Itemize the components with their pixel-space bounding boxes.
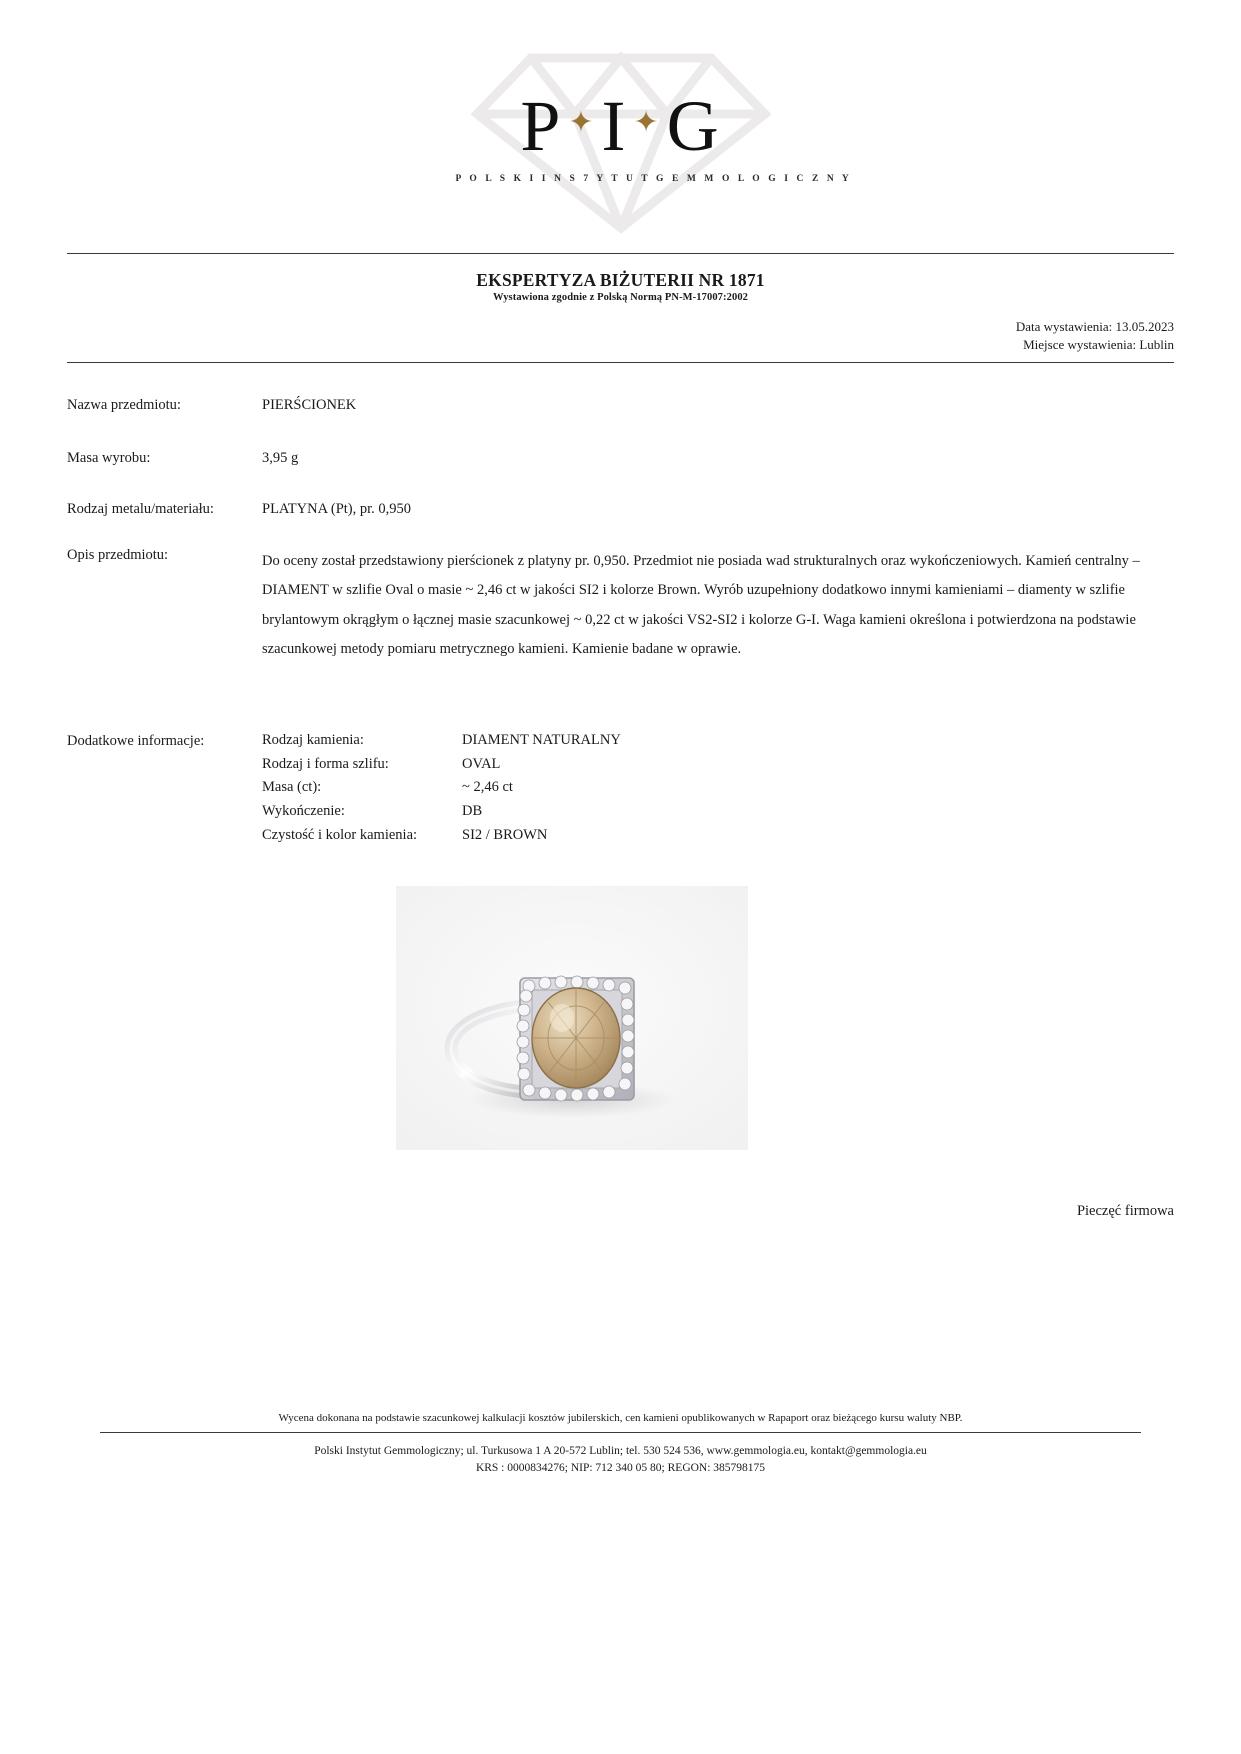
additional-value: SI2 / BROWN [462,826,548,843]
page-subtitle: Wystawiona zgodnie z Polską Normą PN-M-17007:2002 [492,292,749,303]
divider-header [67,362,1174,363]
logo-letter-i: I [601,86,628,166]
additional-key: Wykończenie: [262,803,345,820]
table-row [262,733,782,757]
value-item-name: PIERŚCIONEK [262,397,357,413]
footer-contact-line-1: Polski Instytut Gemmologiczny; ul. Turkusowa 1 A 20-572 Lublin; tel. 530 524 536, www.gemmologia.eu, kontakt@gemmologia.eu [314,1445,927,1457]
institute-logo [0,52,1241,242]
footer-contact [0,1443,1241,1476]
table-row [262,757,782,781]
additional-value: DB [462,803,483,820]
page-title: EKSPERTYZA BIŻUTERII NR 1871 [476,270,765,290]
value-item-metal: PLATYNA (Pt), pr. 0,950 [262,501,412,517]
label-item-metal: Rodzaj metalu/materiału: [67,501,214,517]
stamp-caption: Pieczęć firmowa [1076,1203,1174,1219]
additional-key: Rodzaj i forma szlifu: [262,755,389,772]
label-additional-info: Dodatkowe informacje: [67,733,205,749]
table-row [262,828,782,852]
label-item-description: Opis przedmiotu: [67,547,169,563]
issue-date: Data wystawienia: 13.05.2023 [1015,319,1174,334]
issue-place: Miejsce wystawienia: Lublin [1023,337,1174,353]
additional-key: Masa (ct): [262,779,322,796]
logo-subtitle: P O L S K I I N S 7 Y T U T G E M M O L O G I C Z N Y [455,174,852,184]
additional-value: ~ 2,46 ct [462,779,513,796]
additional-key: Czystość i kolor kamienia: [262,826,418,843]
additional-key: Rodzaj kamienia: [262,732,364,748]
label-item-mass: Masa wyrobu: [67,450,151,466]
table-row [262,804,782,828]
additional-info-table [262,733,782,852]
divider-footer [100,1432,1141,1433]
additional-value: OVAL [462,755,501,772]
logo-letter-p: P [520,86,563,166]
logo-separator-diamond-icon-1: ✦ [568,106,596,139]
ring-photo-illustration [396,886,748,1150]
logo-letters [456,86,786,166]
footer-valuation-note: Wycena dokonana na podstawie szacunkowej kalkulacji kosztów jubilerskich, cen kamieni opublikowanych w Rapaport oraz bieżącego kursu waluty NBP. [278,1412,963,1424]
jewellery-photo [396,886,748,1150]
additional-value: DIAMENT NATURALNY [462,732,621,748]
divider-top [67,253,1174,254]
table-row [262,780,782,804]
logo-separator-diamond-icon-2: ✦ [633,106,661,139]
issue-meta [1016,318,1174,355]
value-item-mass: 3,95 g [262,450,299,466]
footer-contact-line-2: KRS : 0000834276; NIP: 712 340 05 80; REGON: 385798175 [475,1461,766,1474]
label-item-name: Nazwa przedmiotu: [67,397,181,413]
value-item-description: Do oceny został przedstawiony pierścionek z platyny pr. 0,950. Przedmiot nie posiada wad strukturalnych oraz wykończeniowych. Kamień centralny – DIAMENT w szlifie Oval o masie ~ 2,46 ct w jakości SI2 i kolorze Brown. Wyrób uzupełniony dodatkowo innymi kamieniami – diamenty w szlifie brylantowym okrągłym o łącznej masie szacunkowej ~ 0,22 ct w jakości VS2-SI2 i kolorze G-I. Waga kamieni określona i potwierdzona na podstawie szacunkowej metody pomiaru metrycznego kamieni. Kamienie badane w oprawie. [262,553,1140,658]
logo-letter-g: G [666,86,721,166]
